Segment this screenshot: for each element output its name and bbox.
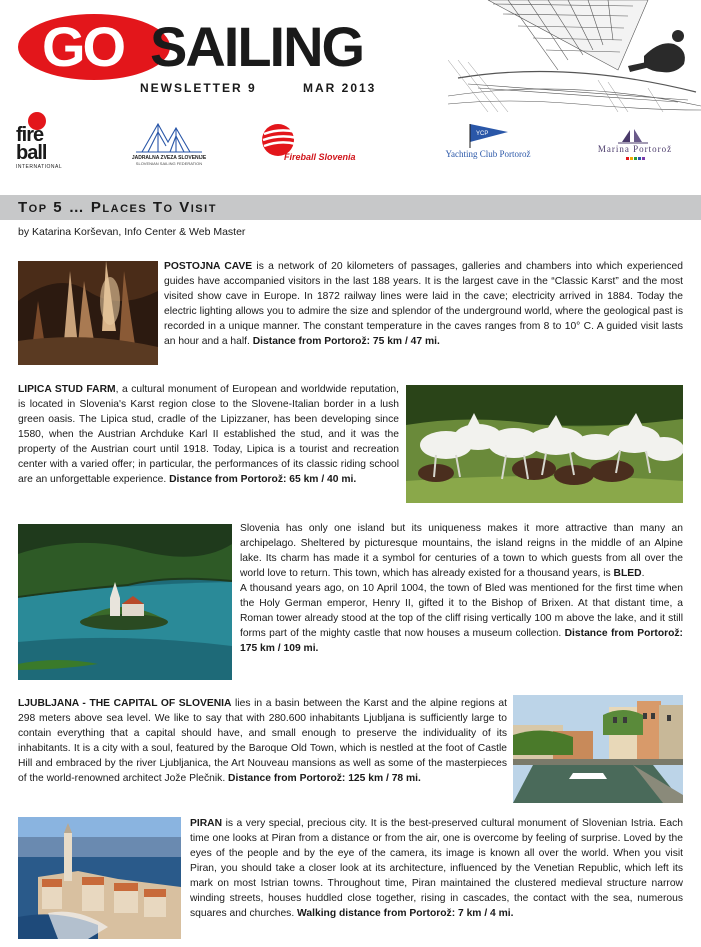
- lipica-stud-farm-paragraph: [18, 382, 399, 487]
- mountain-sails-icon: [128, 118, 210, 154]
- sailing-federation-logo: [128, 118, 210, 168]
- marina-color-dots: [626, 157, 646, 161]
- ljubljana-river-photo: [513, 695, 683, 803]
- ycp-burgee-letters: YCP: [476, 131, 489, 137]
- jzs-logo-name: JADRALNA ZVEZA SLOVENIJE: [131, 155, 207, 161]
- postojna-cave-photo: [18, 261, 158, 365]
- piran-name: PIRAN: [190, 818, 223, 829]
- ljubljana-paragraph: [18, 696, 507, 786]
- piran-paragraph: [190, 816, 683, 921]
- ljubljana-name: LJUBLJANA - THE CAPITAL OF SLOVENIA: [18, 698, 232, 709]
- bled-name: BLED: [613, 568, 642, 579]
- newsletter-issue: NEWSLETTER 9: [140, 81, 257, 95]
- section-title-bar: [0, 195, 701, 220]
- fireball-slovenia-logo: [260, 122, 384, 168]
- gosailing-logo: [18, 14, 418, 86]
- fireball-international-logo: [16, 112, 74, 174]
- dinghy-sketch-illustration: [448, 0, 701, 112]
- marina-portoroz-logo: [588, 128, 682, 166]
- bled-intro: Slovenia has only one island but its uniqueness makes it more attractive than many an archipelago. Sheltered by picturesque mountains, the island reigns in the middle of an Alpine lake. Its charm has made it a symbol for centuries of a town to which guests from all over the world love to return. This town, which has already existed for a thousand years, is: [240, 523, 683, 579]
- newsletter-date: MAR 2013: [303, 81, 377, 95]
- jzs-logo-subtitle: SLOVENIAN SAILING FEDERATION: [135, 161, 203, 166]
- marina-portoroz-text: Marina Portorož: [597, 144, 673, 154]
- bled-lake-photo: [18, 524, 232, 680]
- lipica-stud-farm-distance: Distance from Portorož: 65 km / 40 mi.: [169, 474, 357, 485]
- fireball-slovenia-text: Fireball Slovenia: [284, 152, 356, 162]
- postojna-cave-distance: Distance from Portorož: 75 km / 47 mi.: [252, 336, 440, 347]
- yachting-club-portoroz-logo: [436, 122, 540, 168]
- author-byline: by Katarina Korševan, Info Center & Web Master: [18, 226, 246, 238]
- lipica-horses-photo: [406, 385, 683, 503]
- section-title: Top 5 … Places To Visit: [18, 199, 217, 216]
- ycp-logo-text: Yachting Club Portorož: [445, 149, 531, 159]
- logo-go-text: GO: [42, 15, 124, 78]
- ljubljana-description: lies in a basin between the Karst and the alpine regions at 298 meters above sea level. We like to say that with 280.600 inhabitants Ljubljana is sufficiently large to contain everything that a capital should have, and small enough to preserve the individuality of its inhabitants. It is a city with a soul, featured by the Baroque Old Town, which is nestled at the foot of Castle Hill and embraced by the river Ljubljanica, the Art Nouveau mansions as well as some of the masterpieces of the world-renowned architect Jože Plečnik.: [18, 698, 507, 784]
- piran-description: is a very special, precious city. It is the best-preserved cultural monument of Slovenian Istria. Each time one looks at Piran from a distance or from the air, one is overcome by feeling of surprise. Loved by the eyes of the people and by the eye of the camera, its image is known all over the world. When you visit Piran, you should take a closer look at its architecture, influenced by the Venetian Republic, which left its mark on most Istrian towns. Throughout time, Piran maintained the clustered medieval structure narrow winding streets, houses huddled close together, rising in cascades, the contact with the sea, numerous squares and churches.: [190, 818, 683, 919]
- postojna-cave-paragraph: [164, 259, 683, 349]
- lipica-stud-farm-name: LIPICA STUD FARM: [18, 384, 116, 395]
- fireball-international-text: INTERNATIONAL: [16, 164, 63, 170]
- logo-sailing-text: SAILING: [150, 15, 364, 78]
- ycp-burgee-icon: [436, 122, 540, 148]
- postojna-cave-name: POSTOJNA CAVE: [164, 261, 253, 272]
- postojna-cave-description: is a network of 20 kilometers of passages, galleries and chambers into which experienced guides have accompanied visitors in the last 188 years. It is the largest cave in the “Classic Karst” and the most visited show cave in Europe. In 1872 railway lines were laid in the cave; electricity arrived in 1884. Today the electric lighting allows you to admire the size and splendor of the underground world, where the geological past is recorded in a unique manner. The constant temperature in the caves ranges from 8 to 10° C. A guided visit lasts an hour and a half.: [164, 261, 683, 347]
- ljubljana-distance: Distance from Portorož: 125 km / 78 mi.: [228, 773, 421, 784]
- piran-distance: Walking distance from Portorož: 7 km / 4 mi.: [297, 908, 514, 919]
- bled-description: A thousand years ago, on 10 April 1004, the town of Bled was mentioned for the first time when the Holy German emperor, Henry II, gifted it to the Bishop of Brixen. At that distant time, a Roman tower already stood at the top of the cliff rising vertically 100 m above the lake, and it still forms part of the mighty castle that now houses a museum collection.: [240, 583, 683, 639]
- bled-intro-end: .: [641, 568, 645, 579]
- fireball-logo-text: fire ball: [16, 124, 47, 164]
- bled-paragraph: [240, 521, 683, 656]
- lipica-stud-farm-description: , a cultural monument of European and worldwide reputation, is located in Slovenia's Karst region close to the Slovene-Italian border in a lush green oasis. The Lipica stud, cradle of the Lipizzaner, has been developing since 1580, when the Austrian Archduke Karl II established the stud, and it was the property of the Austrian court until 1918. Today, Lipica is a tourist and recreation center with a varied offer; in particular, the performances of its classic riding school are an unforgettable experience.: [18, 384, 400, 485]
- piran-town-photo: [18, 817, 181, 939]
- bled-distance: Distance from Portorož: 175 km / 109 mi.: [240, 628, 683, 654]
- marina-sail-icon: [588, 128, 682, 144]
